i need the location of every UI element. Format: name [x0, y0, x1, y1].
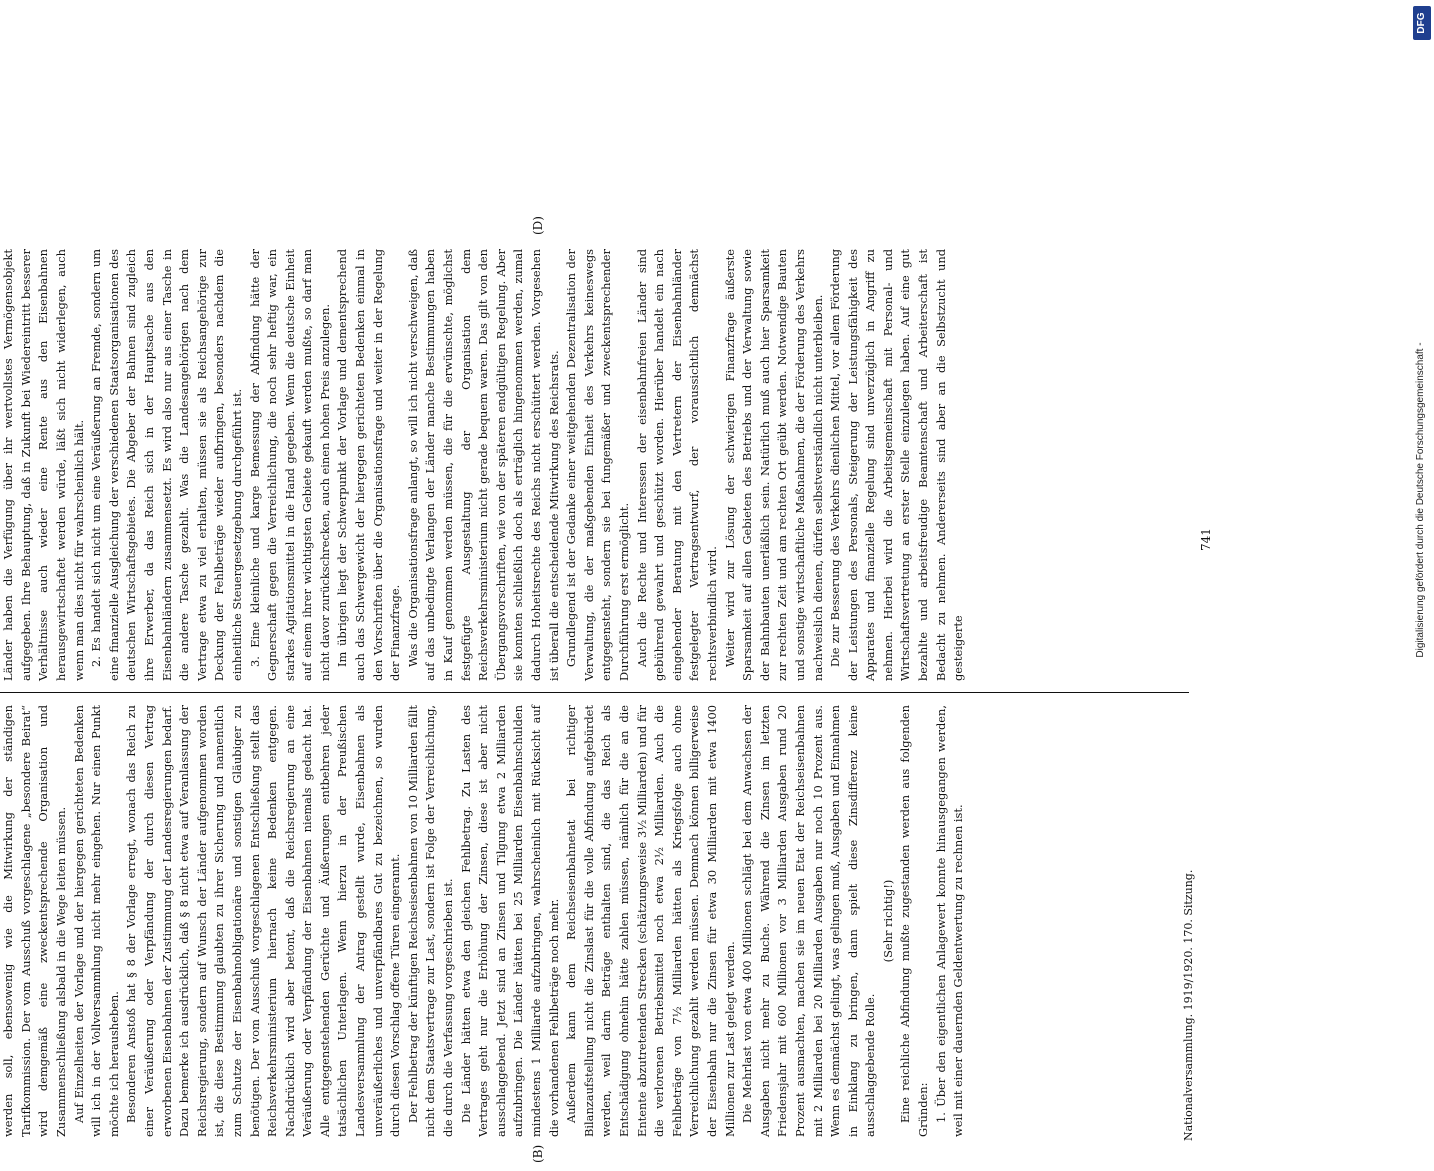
paragraph: Länder haben die Verfügung über ihr wertvollstes Vermögensobjekt aufgegeben. Ihre Behauptung, daß in Zukunft bei Wiedereintritt besserer Verhältnisse auch wieder eine Rente aus den Eisenbahnen herausgewirtschaftet werden würde, läßt sich nicht widerlegen, auch wenn man dies nicht für wahrscheinlich hält.: [1, 249, 86, 681]
dfg-logo-text: DFG: [1416, 12, 1427, 34]
paragraph: 2. Es handelt sich nicht um eine Veräußerung an Fremde, sondern um eine finanzielle Ausgleichung der verschiedenen Staatsorganisationen des deutschen Wirtschaftsgebietes. Die Abgeber der Bahnen sind zugleich ihre Erwerber, da das Reich sich in der Hauptsache aus den Eisenbahnländern zusammensetzt. Es wird also nur aus einer Tasche in die andere Tasche gezahlt. Was die Landesangehörigen nach dem Vertrage etwa zu viel erhalten, müssen sie als Reichsangehörige zur Deckung der Fehlbeträge wieder aufbringen, besonders nachdem die einheitliche Steuergesetzgebung durchgeführt ist.: [89, 249, 244, 681]
paragraph: Grundlegend ist der Gedanke einer weitgehenden Dezentralisation der Verwaltung, die der maßgebenden Einheit des Verkehrs keineswegs entgegensteht, sondern sie bei fungemäßer und zweckentsprechender Durchführung erst ermöglicht.: [564, 249, 631, 681]
margin-mark-b: (B): [531, 1144, 545, 1163]
dfg-logo: [1413, 6, 1431, 40]
paragraph: Eine reichliche Abfindung mußte zugestanden werden aus folgenden Gründen:: [898, 705, 931, 1137]
applause-note: (Sehr richtig!): [880, 879, 895, 963]
paragraph: Die Mehrlast von etwa 400 Millionen schlägt bei dem Anwachsen der Ausgaben nicht mehr zu Buche. Während die Zinsen im letzten Friedensjahr mit 600 Millionen vor 3 Milliarden Ausgaben rund 20 Prozent ausmachten, machen sie im neuen Etat der Reichseisenbahnen mit 2 Milliarden bei 20 Milliarden Ausgaben nur noch 10 Prozent aus. Wenn es demnächst gelingt, was gelingen muß, Ausgaben und Einnahmen in Einklang zu bringen, dann spielt diese Zinsdifferenz keine ausschlaggebende Rolle.: [740, 705, 878, 1137]
paragraph: 3. Eine kleinliche und karge Bemessung der Abfindung hätte der Gegnerschaft gegen die Verreichlichung, die noch sehr heftig war, ein starkes Agitationsmittel in die Hand gegeben. Wenn die deutsche Einheit auf einem ihrer wichtigsten Gebiete gekauft werden mußte, so darf man nicht davor zurückschrecken, auch einen hohen Preis anzulegen.: [247, 249, 332, 681]
paragraph: 1. Über den eigentlichen Anlagewert konnte hinausgegangen werden, weil mit einer dauernden Geldentwertung zu rechnen ist.: [933, 705, 966, 1137]
paragraph: Die zur Besserung des Verkehrs dienlichen Mittel, vor allem Förderung der Leistungen des Personals, Steigerung der Leistungsfähigkeit des Apparates und finanzielle Regelung sind unverzüglich in Angriff zu nehmen. Hierbei wird die Arbeitsgemeinschaft mit Personal- und Wirtschaftsvertretung an erster Stelle einzulegen haben. Auf eine gut bezahlte und arbeitsfreudige Beamtenschaft und Arbeiterschaft ist Bedacht zu nehmen. Andererseits sind aber an die Selbstzucht und gesteigerte: [828, 249, 966, 681]
scanned-page: [0, 216, 1229, 1171]
paragraph: werden soll, ebensowenig wie die Mitwirkung der ständigen Tarifkommission. Der vom Ausschuß vorgeschlagene „besondere Beirat“ wird demgemäß eine zweckentsprechende Organisation und Zusammenschließung alsbald in die Wege leiten müssen.: [1, 705, 68, 1137]
column-separator: [0, 692, 1189, 693]
right-column: [0, 249, 1159, 681]
margin-mark-d: (D): [531, 216, 545, 235]
paragraph: Auch die Rechte und Interessen der eisenbahnfreien Länder sind gebührend gewahrt und geschützt worden. Hierüber handelt ein nach eingehender Beratung mit den Vertretern der Eisenbahnländer festgelegter Vertragsentwurf, der voraussichtlich demnächst rechtsverbindlich wird.: [634, 249, 719, 681]
paragraph: Auf Einzelheiten der Vorlage und der hiergegen gerichteten Bedenken will ich in der Vollversammlung nicht mehr eingehen. Nur einen Punkt möchte ich herausheben.: [71, 705, 121, 1137]
left-column: [0, 705, 1159, 1137]
paragraph: Die Länder hätten etwa den gleichen Fehlbetrag. Zu Lasten des Vertrages geht nur die Erhöhung der Zinsen, diese ist aber nicht ausschlaggebend. Jetzt sind an Zinsen und Tilgung etwa 2 Milliarden aufzubringen. Die Länder hätten bei 25 Milliarden Eisenbahnschulden mindestens 1 Milliarde aufzubringen, wahrscheinlich mit Rücksicht auf die vorhandenen Fehlbeträge noch mehr.: [458, 705, 561, 1137]
paragraph: Der Fehlbetrag der künftigen Reichseisenbahnen von 10 Milliarden fällt nicht dem Staatsvertrage zur Last, sondern ist Folge der Verreichlichung, die durch die Verfassung vorgeschrieben ist.: [405, 705, 456, 1137]
page-number: 741: [1199, 528, 1213, 551]
digitization-notice: Digitalisierung gefördert durch die Deutsche Forschungsgemeinschaft -: [1415, 342, 1426, 658]
paragraph: Was die Organisationsfrage anlangt, so will ich nicht verschweigen, daß auf das unbedingte Verlangen der Länder manche Bestimmungen haben in Kauf genommen werden müssen, die für die erwünschte, möglichst festgefügte Ausgestaltung der Organisation dem Reichsverkehrsministerium nicht gerade bequem waren. Das gilt von den Übergangsvorschriften, wie von der späteren endgültigen Regelung. Aber sie konnten schließlich doch als erträglich hingenommen werden, zumal dadurch Hoheitsrechte des Reichs nicht erschüttert werden. Vorgesehen ist überall die entscheidende Mitwirkung des Reichsrats.: [405, 249, 561, 681]
paragraph: Weiter wird zur Lösung der schwierigen Finanzfrage äußerste Sparsamkeit auf allen Gebieten des Betriebs und der Verwaltung sowie der Bahnbauten unerläßlich sein. Natürlich muß auch hier Sparsamkeit zur rechten Zeit und am rechten Ort geübt werden. Notwendige Bauten und sonstige wirtschaftliche Maßnahmen, die der Förderung des Verkehrs nachweislich dienen, dürfen selbstverständlich nicht unterbleiben.: [722, 249, 825, 681]
footer-left: Nationalversammlung. 1919/1920. 170. Sitzung.: [1182, 869, 1195, 1141]
paragraph: Im übrigen liegt der Schwerpunkt der Vorlage und dementsprechend auch das Schwergewicht der hiergegen gerichteten Bedenken einmal in den Vorschriften über die Organisationsfrage und weiter in der Regelung der Finanzfrage.: [335, 249, 403, 681]
paragraph: Außerdem kann dem Reichseisenbahnetat bei richtiger Bilanzaufstellung nicht die Zinslast für die volle Abfindung aufgebürdet werden, weil darin Beträge enthalten sind, die das Reich als Entschädigung ohnehin hätte zahlen müssen, nämlich für die an die Entente abzutretenden Strecken (schätzungsweise 3½ Milliarden) und für die verlorenen Betriebsmittel noch etwa 2½ Milliarden. Auch die Fehlbeträge von 7½ Milliarden hätten als Kriegsfolge auch ohne Verreichlichung gezahlt werden müssen. Demnach können billigerweise der Eisenbahn nur die Zinsen für etwa 30 Milliarden mit etwa 1400 Millionen zur Last gelegt werden.: [564, 705, 737, 1137]
paragraph: Besonderen Anstoß hat § 8 der Vorlage erregt, wonach das Reich zu einer Veräußerung oder Verpfändung der durch diesen Vertrag erworbenen Eisenbahnen der Zustimmung der Landesregierungen bedarf. Dazu bemerke ich ausdrücklich, daß § 8 nicht etwa auf Veranlassung der Reichsregierung, sondern auf Wunsch der Länder aufgenommen worden ist, die diese Bestimmung glaubten zu ihrer Sicherung und namentlich zum Schutze der Eisenbahnobligationäre und sonstigen Gläubiger zu benötigen. Der vom Ausschuß vorgeschlagenen Entschließung stellt das Reichsverkehrsministerium hiernach keine Bedenken entgegen. Nachdrücklich wird aber betont, daß die Reichsregierung an eine Veräußerung oder Verpfändung der Eisenbahnen niemals gedacht hat. Alle entgegenstehenden Gerüchte und Äußerungen entbehren jeder tatsächlichen Unterlagen. Wenn hierzu in der Preußischen Landesversammlung der Antrag gestellt wurde, Eisenbahnen als unveräußerliches und unverpfändbares Gut zu bezeichnen, so wurden durch diesen Vorschlag offene Türen eingerannt.: [124, 705, 403, 1137]
